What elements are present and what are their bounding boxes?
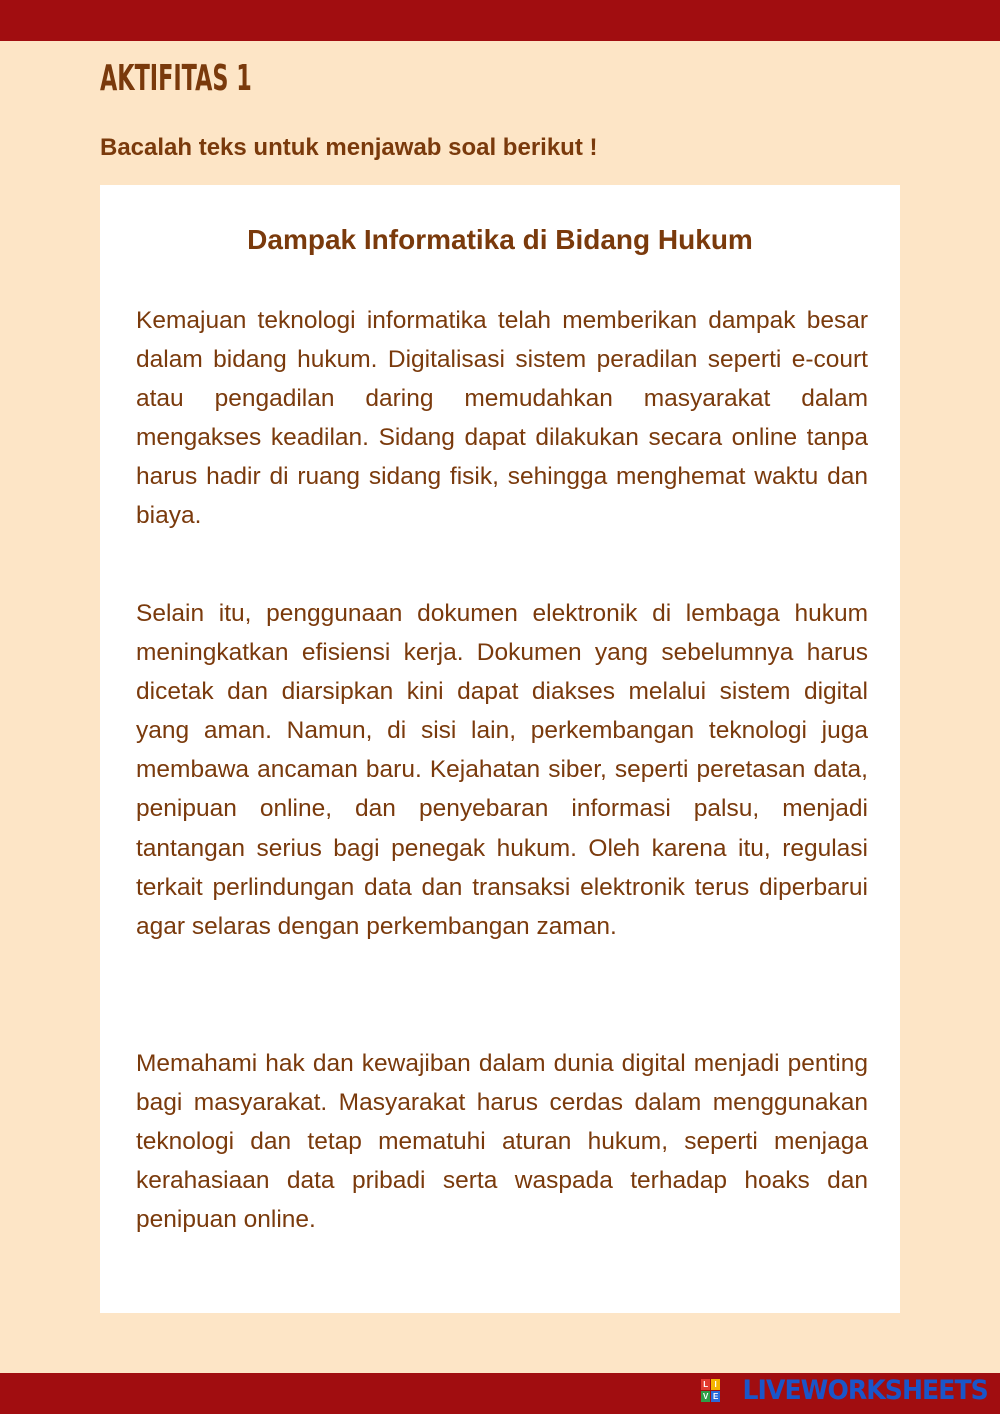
top-band [0, 0, 1000, 41]
logo-letter-i: I [711, 1379, 720, 1390]
article-paragraph-1: Kemajuan teknologi informatika telah memberikan dampak besar dalam bidang hukum. Digitalisasi sistem peradilan seperti e-court atau pengadilan daring memudahkan masyarakat dalam mengakses keadilan. Sidang dapat dilakukan secara online tanpa harus hadir di ruang sidang fisik, sehingga menghemat waktu dan biaya. [136, 307, 868, 530]
logo-letter-e: E [712, 1391, 719, 1401]
activity-title: AKTIFITAS 1 [100, 58, 252, 99]
article-paragraph-3: Memahami hak dan kewajiban dalam dunia digital menjadi penting bagi masyarakat. Masyarakat harus cerdas dalam menggunakan teknologi dan tetap mematuhi aturan hukum, seperti menjaga kerahasiaan data pribadi serta waspada terhadap hoaks dan penipuan online. [136, 1050, 868, 1234]
instruction-text: Bacalah teks untuk menjawab soal berikut ! [100, 134, 598, 161]
liveworksheets-logo-icon [701, 1379, 720, 1402]
article-paragraph-2: Selain itu, penggunaan dokumen elektronik di lembaga hukum meningkatkan efisiensi kerja. Dokumen yang sebelumnya harus dicetak dan diarsipkan kini dapat diakses melalui sistem digital yang aman. Namun, di sisi lain, perkembangan teknologi juga membawa ancaman baru. Kejahatan siber, seperti peretasan data, penipuan online, dan penyebaran informasi palsu, menjadi tantangan serius bagi penegak hukum. Oleh karena itu, regulasi terkait perlindungan data dan transaksi elektronik terus diperbarui agar selaras dengan perkembangan zaman. [136, 600, 868, 940]
logo-letter-l: L [701, 1379, 710, 1390]
logo-letter-v: V [702, 1391, 709, 1401]
liveworksheets-wordmark: LIVEWORKSHEETS [742, 1374, 988, 1406]
article-title: Dampak Informatika di Bidang Hukum [247, 224, 753, 255]
liveworksheets-logo[interactable] [701, 1375, 988, 1405]
